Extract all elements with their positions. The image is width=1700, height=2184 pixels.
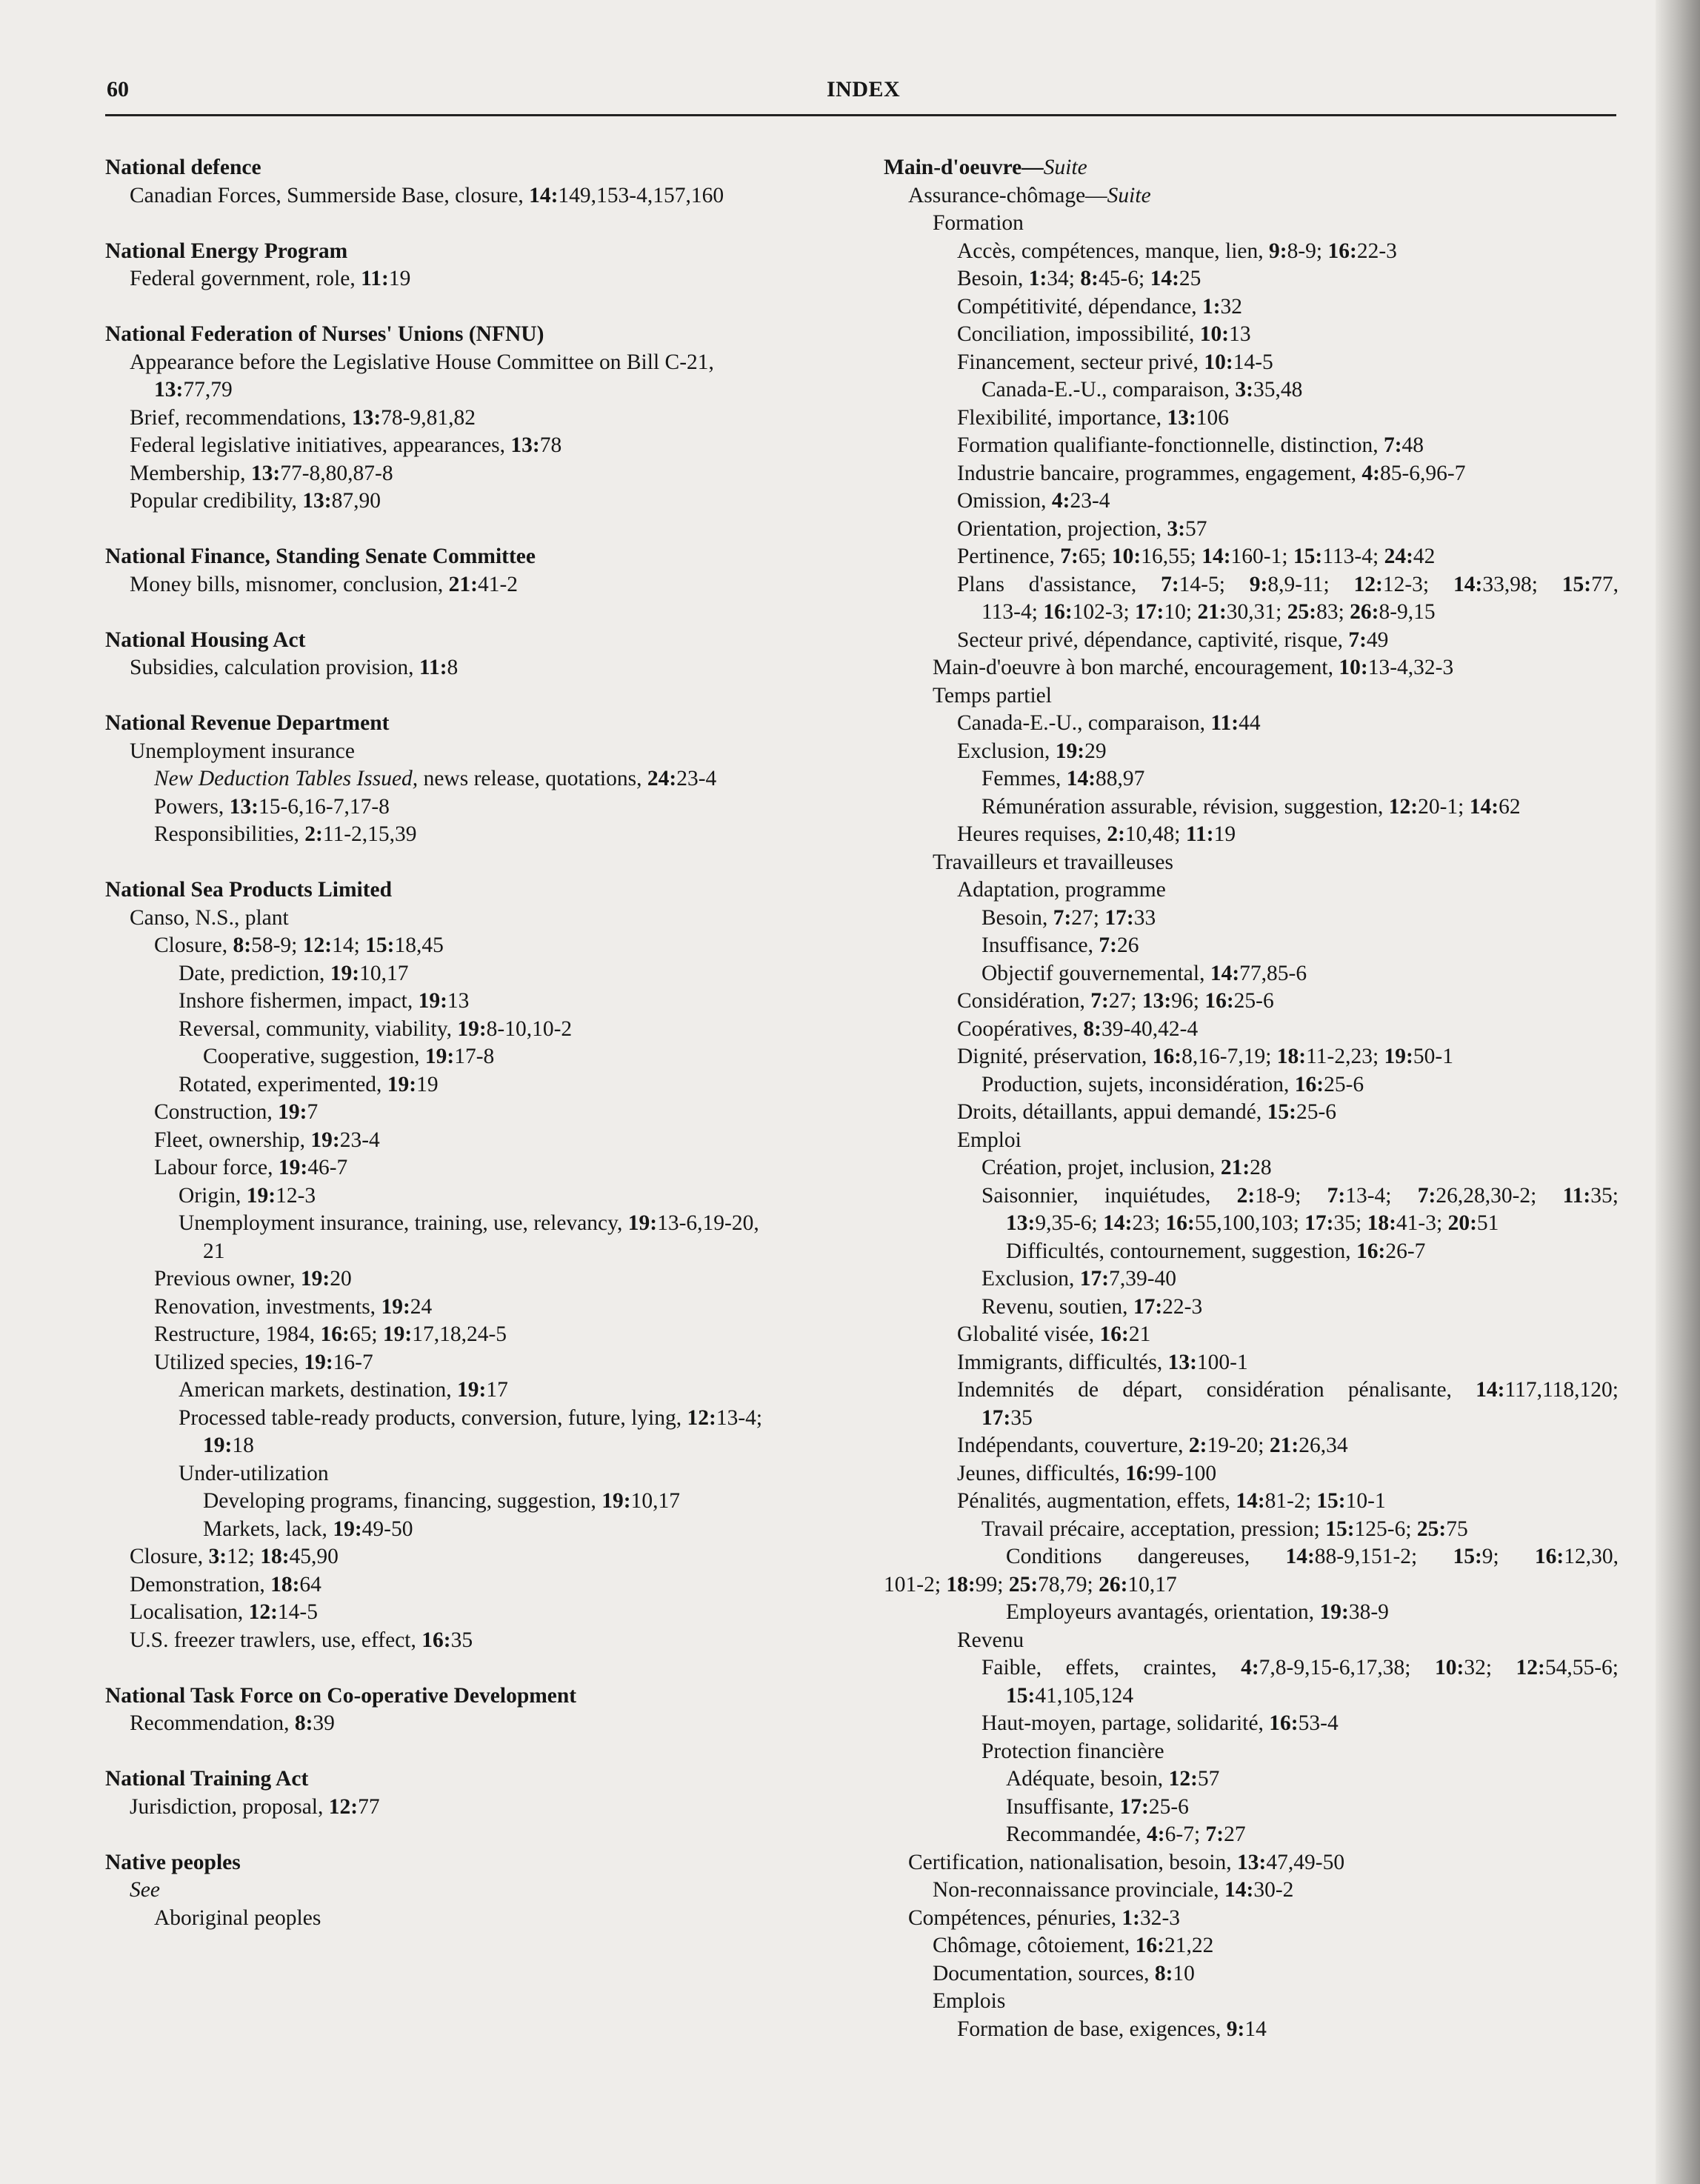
index-subentry: Canada-E.-U., comparaison, 3:35,48: [981, 378, 1303, 402]
index-subentry: American markets, destination, 19:17: [179, 1378, 508, 1402]
index-subentry: Création, projet, inclusion, 21:28: [981, 1156, 1272, 1179]
index-subentry: Pertinence, 7:65; 10:16,55; 14:160-1; 15:113-4; 24:42: [957, 545, 1436, 568]
index-subentry: Exclusion, 19:29: [957, 739, 1107, 763]
index-subentry: Besoin, 1:34; 8:45-6; 14:25: [957, 267, 1201, 290]
index-entry: [105, 1765, 853, 1821]
index-heading: National Training Act: [105, 1767, 309, 1791]
index-subentry: Construction, 19:7: [154, 1100, 319, 1124]
index-entry: [105, 1682, 853, 1738]
index-subentry: Formation de base, exigences, 9:14: [957, 2017, 1267, 2041]
index-entry: [105, 627, 853, 682]
index-subentry: Temps partiel: [933, 683, 1052, 708]
index-subentry: Documentation, sources, 8:10: [933, 1961, 1195, 1985]
index-subentry: Emploi: [957, 1128, 1021, 1152]
index-subentry: 13:77,79: [154, 378, 233, 402]
index-subentry: 21: [203, 1239, 225, 1263]
index-subentry: Insuffisante, 17:25-6: [1006, 1794, 1189, 1819]
index-subentry: Travail précaire, acceptation, pression; 15:125-6; 25:75: [981, 1517, 1468, 1541]
index-subentry: 13:9,35-6; 14:23; 16:55,100,103; 17:35; 18:41-3; 20:51: [1006, 1211, 1499, 1235]
index-subentry: Conditions dangereuses, 14:88-9,151-2; 15:9; 16:12,30,: [1006, 1545, 1619, 1568]
header-rule: [105, 114, 1616, 116]
index-entry: [884, 154, 1619, 2043]
index-subentry: Indépendants, couverture, 2:19-20; 21:26,34: [957, 1434, 1348, 1457]
index-subentry: Revenu, soutien, 17:22-3: [981, 1294, 1203, 1319]
index-subentry: Jeunes, difficultés, 16:99-100: [957, 1461, 1217, 1485]
index-subentry: Chômage, côtoiement, 16:21,22: [933, 1934, 1214, 1957]
index-subentry: Besoin, 7:27; 17:33: [981, 905, 1156, 930]
index-subentry: Main-d'oeuvre à bon marché, encouragement, 10:13-4,32-3: [933, 656, 1454, 679]
index-heading: National Finance, Standing Senate Committee: [105, 545, 536, 568]
page-edge-shadow: [1656, 0, 1700, 2184]
index-subentry: Inshore fishermen, impact, 19:13: [179, 989, 470, 1013]
index-subentry: Powers, 13:15-6,16-7,17-8: [154, 794, 390, 819]
index-entry: [105, 710, 853, 849]
index-subentry: Rotated, experimented, 19:19: [179, 1072, 439, 1096]
index-subentry: Coopératives, 8:39-40,42-4: [957, 1016, 1199, 1041]
index-subentry: 19:18: [203, 1434, 254, 1457]
index-subentry: Federal legislative initiatives, appearances, 13:78: [130, 433, 562, 457]
index-subentry: Restructure, 1984, 16:65; 19:17,18,24-5: [154, 1322, 507, 1346]
index-subentry: Assurance-chômage—Suite: [908, 183, 1151, 207]
index-entry: [105, 321, 853, 516]
index-subentry: Non-reconnaissance provinciale, 14:30-2: [933, 1878, 1294, 1902]
index-subentry: Conciliation, impossibilité, 10:13: [957, 322, 1251, 346]
index-subentry: Exclusion, 17:7,39-40: [981, 1267, 1177, 1291]
index-subentry: Previous owner, 19:20: [154, 1267, 352, 1291]
index-subentry: Compétitivité, dépendance, 1:32: [957, 294, 1243, 319]
index-subentry: Droits, détaillants, appui demandé, 15:25-6: [957, 1100, 1337, 1124]
index-subentry: Financement, secteur privé, 10:14-5: [957, 350, 1273, 374]
index-subentry: 15:41,105,124: [1006, 1683, 1134, 1708]
index-subentry: New Deduction Tables Issued, news release, quotations, 24:23-4: [154, 767, 717, 790]
index-entry: [105, 154, 853, 210]
page-number: 60: [107, 77, 129, 101]
index-subentry: Closure, 3:12; 18:45,90: [130, 1545, 339, 1568]
index-subentry: Immigrants, difficultés, 13:100-1: [957, 1350, 1248, 1374]
index-entry: [105, 543, 853, 599]
index-subentry: Industrie bancaire, programmes, engagement, 4:85-6,96-7: [957, 461, 1466, 485]
index-subentry: Objectif gouvernemental, 14:77,85-6: [981, 961, 1307, 985]
index-subentry: Employeurs avantagés, orientation, 19:38-9: [1006, 1600, 1389, 1624]
index-subentry: Federal government, role, 11:19: [130, 267, 411, 290]
index-subentry: Saisonnier, inquiétudes, 2:18-9; 7:13-4; 7:26,28,30-2; 11:35;: [981, 1183, 1619, 1208]
index-subentry: Origin, 19:12-3: [179, 1183, 316, 1208]
index-subentry: Date, prediction, 19:10,17: [179, 961, 409, 985]
index-subentry: Utilized species, 19:16-7: [154, 1350, 373, 1374]
index-column-right: [884, 154, 1619, 2071]
index-heading: National Revenue Department: [105, 711, 390, 735]
index-subentry: Rémunération assurable, révision, suggestion, 12:20-1; 14:62: [981, 794, 1521, 819]
index-subentry: Labour force, 19:46-7: [154, 1156, 348, 1179]
index-subentry: Travailleurs et travailleuses: [933, 850, 1173, 874]
index-subentry: Orientation, projection, 3:57: [957, 516, 1207, 541]
index-subentry: Canada-E.-U., comparaison, 11:44: [957, 711, 1261, 735]
index-subentry: 17:35: [981, 1405, 1033, 1430]
index-column-left: [105, 154, 853, 1960]
index-subentry: Subsidies, calculation provision, 11:8: [130, 656, 459, 679]
index-subentry: Emplois: [933, 1989, 1006, 2013]
index-subentry: Recommendation, 8:39: [130, 1711, 335, 1735]
index-subentry: 101-2; 18:99; 25:78,79; 26:10,17: [884, 1572, 1177, 1597]
index-subentry: Secteur privé, dépendance, captivité, risque, 7:49: [957, 627, 1389, 652]
index-subentry: Adaptation, programme: [957, 878, 1166, 902]
index-subentry: Recommandée, 4:6-7; 7:27: [1006, 1822, 1246, 1846]
index-entry: [105, 1849, 853, 1933]
index-subentry: U.S. freezer trawlers, use, effect, 16:35: [130, 1628, 473, 1652]
index-subentry: Brief, recommendations, 13:78-9,81,82: [130, 405, 476, 430]
index-subentry: Indemnités de départ, considération pénalisante, 14:117,118,120;: [957, 1378, 1619, 1402]
index-subentry: Unemployment insurance: [130, 739, 355, 763]
index-heading: National Energy Program: [105, 239, 348, 263]
index-subentry: Difficultés, contournement, suggestion, 16:26-7: [1006, 1239, 1426, 1263]
index-subentry: Canadian Forces, Summerside Base, closure, 14:149,153-4,157,160: [130, 183, 724, 207]
index-subentry: Considération, 7:27; 13:96; 16:25-6: [957, 989, 1274, 1013]
index-subentry: Accès, compétences, manque, lien, 9:8-9; 16:22-3: [957, 239, 1397, 263]
index-subentry: 113-4; 16:102-3; 17:10; 21:30,31; 25:83; 26:8-9,15: [981, 600, 1436, 624]
index-subentry: Demonstration, 18:64: [130, 1572, 321, 1597]
index-heading: National Housing Act: [105, 627, 306, 652]
index-subentry: Canso, N.S., plant: [130, 905, 289, 930]
index-entry: [105, 876, 853, 1654]
index-subentry: Heures requises, 2:10,48; 11:19: [957, 822, 1236, 846]
index-subentry: Cooperative, suggestion, 19:17-8: [203, 1045, 495, 1068]
index-subentry: Money bills, misnomer, conclusion, 21:41-2: [130, 572, 519, 596]
index-subentry: Localisation, 12:14-5: [130, 1600, 318, 1624]
index-heading: Native peoples: [105, 1850, 241, 1874]
index-subentry: Developing programs, financing, suggestion, 19:10,17: [203, 1489, 680, 1513]
index-heading: National Task Force on Co-operative Development: [105, 1683, 577, 1708]
index-subentry: Closure, 8:58-9; 12:14; 15:18,45: [154, 933, 444, 957]
index-subentry: Globalité visée, 16:21: [957, 1322, 1151, 1346]
index-heading: National defence: [105, 156, 261, 179]
index-subentry: Femmes, 14:88,97: [981, 767, 1145, 790]
index-subentry: See: [130, 1878, 160, 1902]
index-subentry: Reversal, community, viability, 19:8-10,10-2: [179, 1016, 573, 1041]
index-subentry: Haut-moyen, partage, solidarité, 16:53-4: [981, 1711, 1339, 1735]
index-heading: National Federation of Nurses' Unions (NFNU): [105, 322, 544, 346]
index-subentry: Aboriginal peoples: [154, 1905, 321, 1930]
index-subentry: Certification, nationalisation, besoin, 13:47,49-50: [908, 1850, 1345, 1874]
index-subentry: Responsibilities, 2:11-2,15,39: [154, 822, 417, 846]
index-subentry: Unemployment insurance, training, use, relevancy, 19:13-6,19-20,: [179, 1211, 759, 1235]
index-subentry: Plans d'assistance, 7:14-5; 9:8,9-11; 12:12-3; 14:33,98; 15:77,: [957, 572, 1619, 596]
index-subentry: Appearance before the Legislative House Committee on Bill C-21,: [130, 350, 714, 374]
index-subentry: Flexibilité, importance, 13:106: [957, 405, 1230, 430]
index-subentry: Omission, 4:23-4: [957, 489, 1110, 513]
index-subentry: Production, sujets, inconsidération, 16:25-6: [981, 1072, 1364, 1096]
index-subentry: Compétences, pénuries, 1:32-3: [908, 1905, 1181, 1930]
index-subentry: Formation: [933, 211, 1024, 235]
index-subentry: Fleet, ownership, 19:23-4: [154, 1128, 380, 1152]
index-subentry: Popular credibility, 13:87,90: [130, 489, 381, 513]
index-subentry: Faible, effets, craintes, 4:7,8-9,15-6,17,38; 10:32; 12:54,55-6;: [981, 1656, 1619, 1679]
index-subentry: Revenu: [957, 1628, 1024, 1652]
index-subentry: Jurisdiction, proposal, 12:77: [130, 1794, 380, 1819]
index-subentry: Renovation, investments, 19:24: [154, 1294, 433, 1319]
index-subentry: Insuffisance, 7:26: [981, 933, 1139, 957]
running-head: INDEX: [827, 77, 901, 101]
index-entry: [105, 238, 853, 293]
index-subentry: Processed table-ready products, conversion, future, lying, 12:13-4;: [179, 1405, 763, 1430]
index-subentry: Pénalités, augmentation, effets, 14:81-2; 15:10-1: [957, 1489, 1386, 1513]
index-subentry: Under-utilization: [179, 1461, 329, 1485]
index-heading: Main-d'oeuvre—Suite: [884, 156, 1087, 179]
index-subentry: Formation qualifiante-fonctionnelle, distinction, 7:48: [957, 433, 1424, 457]
index-subentry: Markets, lack, 19:49-50: [203, 1517, 413, 1541]
index-heading: National Sea Products Limited: [105, 878, 393, 902]
index-subentry: Adéquate, besoin, 12:57: [1006, 1767, 1220, 1791]
index-subentry: Membership, 13:77-8,80,87-8: [130, 461, 393, 485]
index-subentry: Dignité, préservation, 16:8,16-7,19; 18:11-2,23; 19:50-1: [957, 1045, 1453, 1068]
index-subentry: Protection financière: [981, 1739, 1164, 1763]
